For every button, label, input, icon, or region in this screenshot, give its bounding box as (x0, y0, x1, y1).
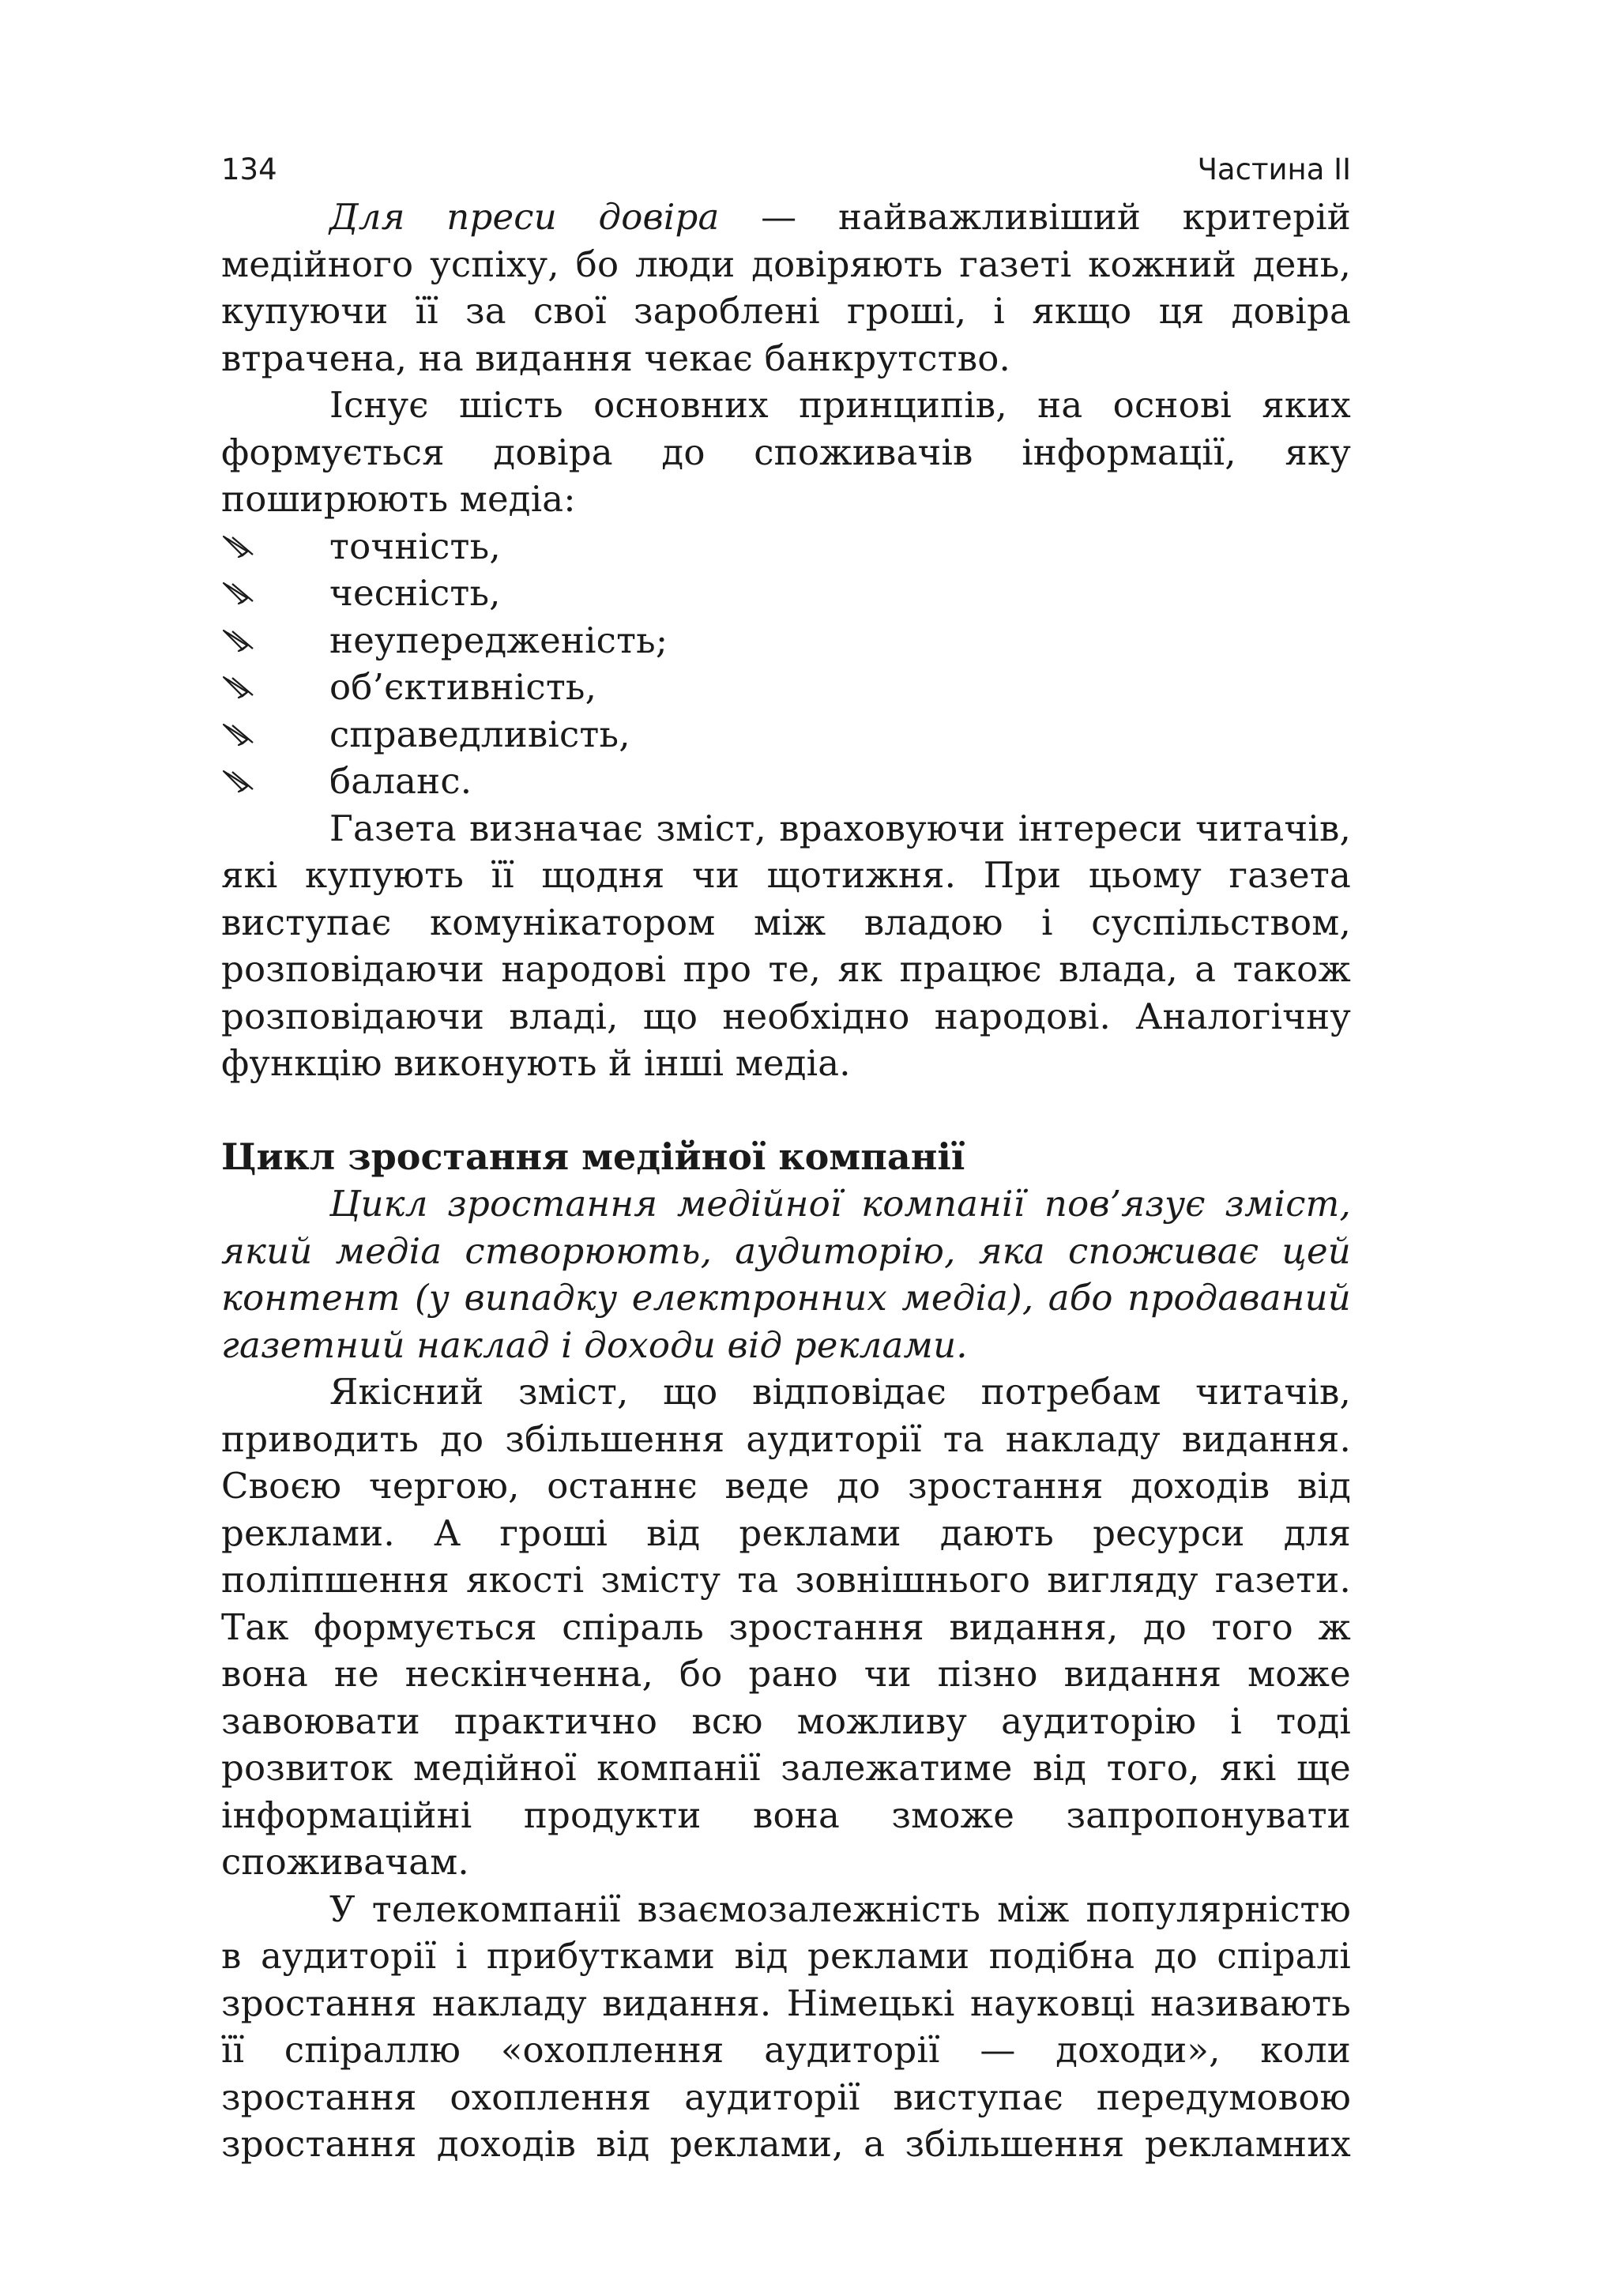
list-item (221, 664, 1351, 711)
list-item (221, 570, 1351, 617)
pencil-icon (221, 534, 258, 558)
pencil-icon (221, 675, 258, 698)
part-title: Частина ІІ (1197, 152, 1351, 186)
pencil-icon (221, 769, 258, 792)
page-body (221, 194, 1351, 2168)
running-header (221, 146, 1351, 194)
intro-italic-lead: Для преси довіра (329, 196, 720, 238)
intro-text: — найважливіший критерій медійного успіху, бо люди довіряють газеті кожний день, купуючи її за свої зароблені гроші, і якщо ця довіра втрачена, на видання чекає банкрутство. (221, 196, 1351, 379)
section-heading: Цикл зростання медійної компанії (221, 1135, 965, 1178)
newspaper-paragraph: Газета визначає зміст, враховуючи інтереси читачів, які купують її щодня чи щотижня. При цьому газета виступає комунікатором між владою і суспільством, розповідаючи народові про те, як працює влада, а також розповідаючи владі, що необхідно народові. Аналогічну функцію виконують й інші медіа. (221, 807, 1351, 1084)
list-item-text: справедливість, (329, 713, 630, 755)
list-item (221, 711, 1351, 758)
principles-list (221, 523, 1351, 805)
list-item-text: чесність, (329, 572, 501, 614)
pencil-icon (221, 581, 258, 604)
list-item-text: баланс. (329, 760, 472, 802)
list-item-text: точність, (329, 525, 501, 567)
list-item-text: об’єктивність, (329, 666, 597, 708)
list-item (221, 617, 1351, 664)
list-item (221, 523, 1351, 570)
section-definition: Цикл зростання медійної компанії пов’язує зміст, який медіа створюють, аудиторію, яка споживає цей контент (у випадку електронних медіа), або продаваний газетний наклад і доходи від реклами. (221, 1183, 1351, 1366)
section-paragraph-2: У телекомпанії взаємозалежність між популярністю в аудиторії і прибутками від реклами подібна до спіралі зростання накладу видання. Німецькі науковці називають її спіраллю «охоплення аудиторії — доходи», коли зростання охоплення аудиторії виступає передумовою зростання доходів від реклами, а збільшення рекламних (221, 1888, 1351, 2165)
intro-paragraph (221, 194, 1351, 382)
book-page (221, 146, 1351, 2248)
pencil-icon (221, 722, 258, 746)
section-paragraph-1: Якісний зміст, що відповідає потребам читачів, приводить до збільшення аудиторії та накладу видання. Своєю чергою, останнє веде до зростання доходів від реклами. А гроші від реклами дають ресурси для поліпшення якості змісту та зовнішнього вигляду газети. Так формується спіраль зростання видання, до того ж вона не нескінченна, бо рано чи пізно видання може завоювати практично всю можливу аудиторію і тоді розвиток медійної компанії залежатиме від того, які ще інформаційні продукти вона зможе запропонувати споживачам. (221, 1371, 1351, 1883)
list-item (221, 758, 1351, 805)
list-item-text: неупередженість; (329, 619, 668, 661)
pencil-icon (221, 628, 258, 652)
page-number: 134 (221, 152, 277, 186)
principles-intro: Існує шість основних принципів, на основі яких формується довіра до споживачів інформації, яку поширюють медіа: (221, 384, 1351, 520)
